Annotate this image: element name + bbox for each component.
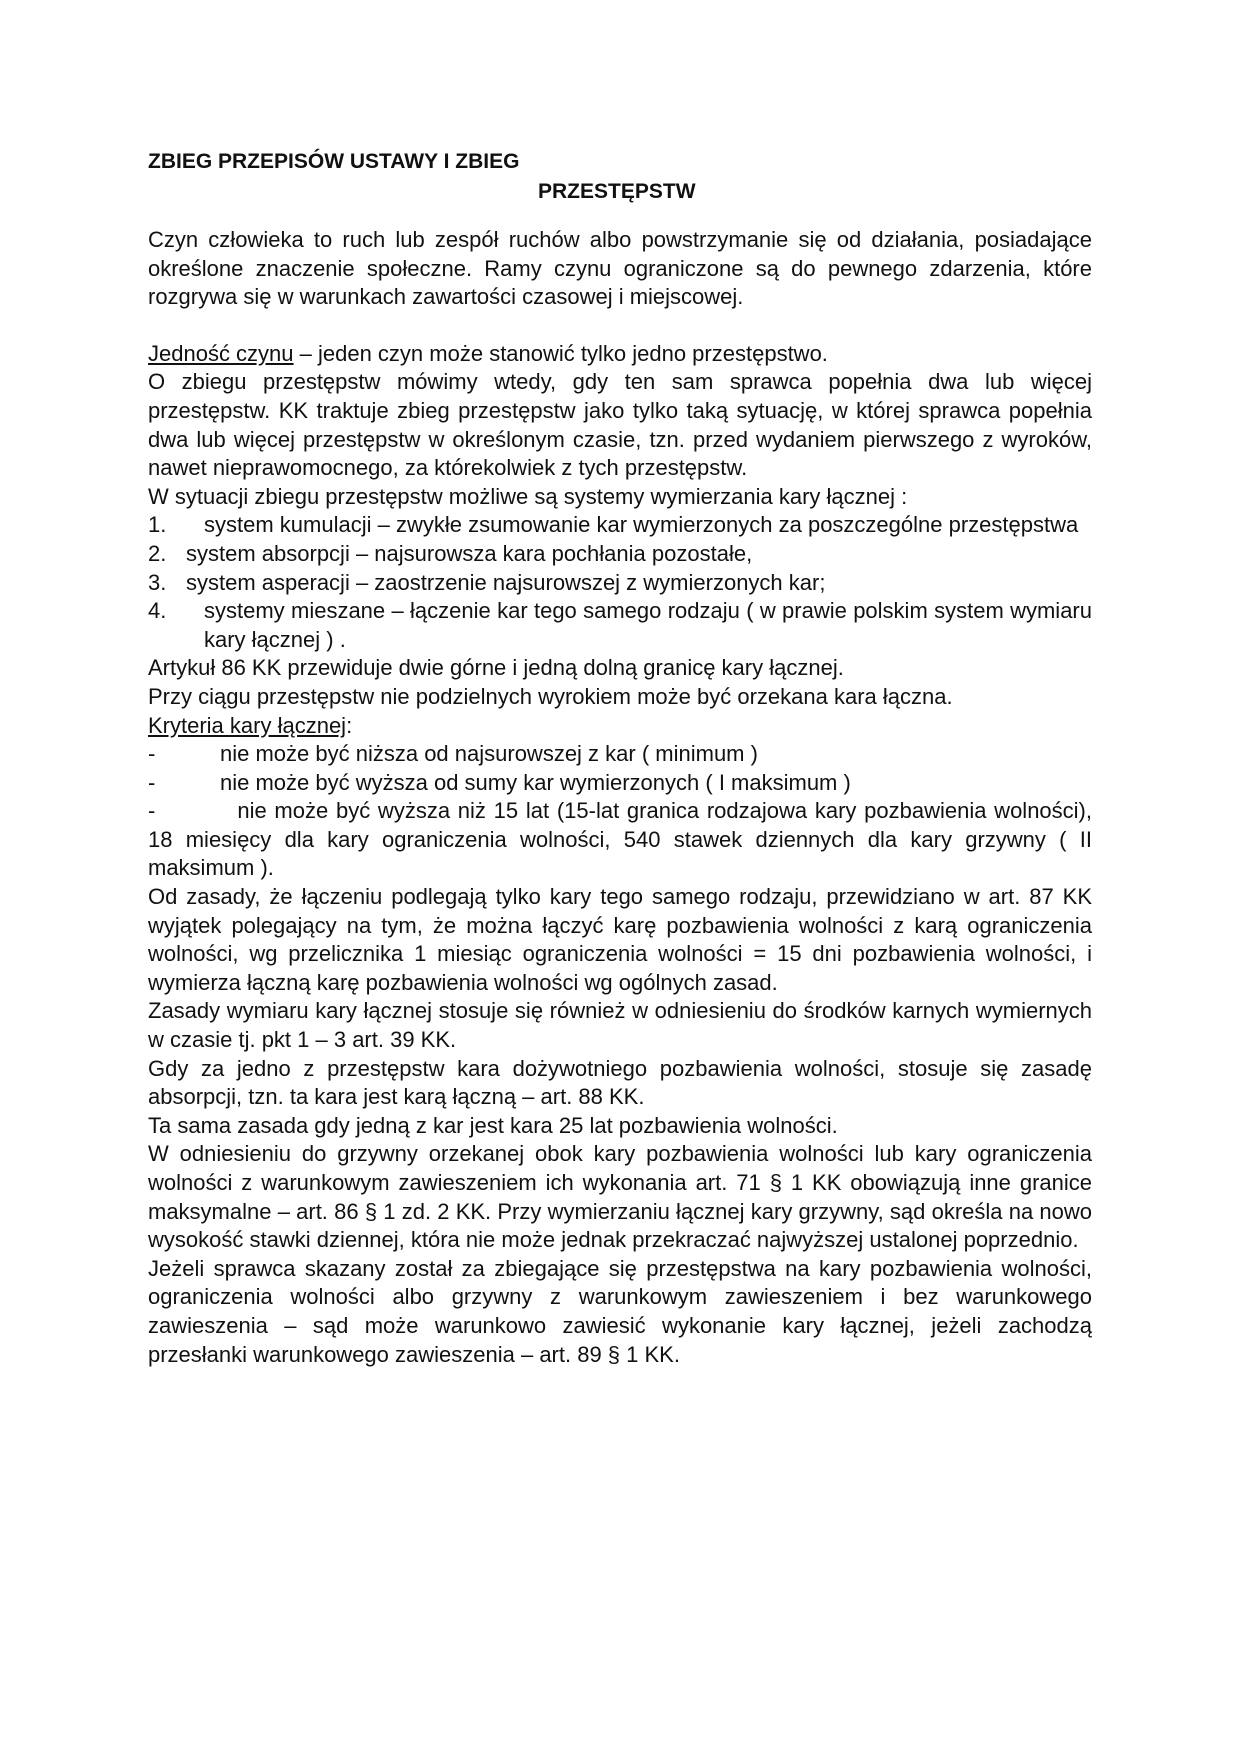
document-page [148,148,1092,1369]
25-lat-paragraph: Ta sama zasada gdy jedną z kar jest kara 25 lat pozbawienia wolności. [148,1112,838,1138]
list-item-text: systemy mieszane – łączenie kar tego samego rodzaju ( w prawie polskim system wymiaru kary łącznej ) . [204,598,1092,652]
list-item [148,511,1092,540]
criteria-dash: - [148,741,156,767]
art-87-paragraph: Od zasady, że łączeniu podlegają tylko kary tego samego rodzaju, przewidziano w art. 87 KK wyjątek polegający na tym, że można łączyć karę pozbawienia wolności z karą ograniczenia wolności, wg przelicznika 1 miesiąc ograniczenia wolności = 15 dni pozbawienia wolności, i wymierza łączną karę pozbawienia wolności wg ogólnych zasad. [148,884,1092,995]
kryteria-suffix: : [346,712,353,738]
criteria-dash: - [148,798,156,824]
criteria-text: nie może być niższa od najsurowszej z kar ( minimum ) [220,741,758,767]
list-item-number: 4. [148,598,167,624]
list-item [148,540,1092,569]
criteria-item-long [148,797,1092,883]
criteria-text: nie może być wyższa od sumy kar wymierzonych ( I maksimum ) [220,769,851,795]
systems-intro-paragraph: W sytuacji zbiegu przestępstw możliwe są systemy wymierzania kary łącznej : [148,483,908,509]
kryteria-term: Kryteria kary łącznej [148,712,347,738]
kryteria-heading [148,712,1092,741]
intro-paragraph: Czyn człowieka to ruch lub zespół ruchów albo powstrzymanie się od działania, posiadające określone znaczenie społeczne. Ramy czynu ograniczone są do pewnego zdarzenia, które rozgrywa się w warunkach zawartości czasowej i miejscowej. [148,227,1092,310]
list-item-number: 3. [148,569,167,595]
grzywna-paragraph: W odniesieniu do grzywny orzekanej obok kary pozbawienia wolności lub kary ograniczenia wolności z warunkowym zawieszeniem ich wykonania art. 71 § 1 KK obowiązują inne granice maksymalne – art. 86 § 1 zd. 2 KK. Przy wymierzaniu łącznej kary grzywny, sąd określa na nowo wysokość stawki dziennej, która nie może jednak przekraczać najwyższej ustalonej poprzednio. [148,1141,1092,1253]
art-89-paragraph: Jeżeli sprawca skazany został za zbiegające się przestępstwa na kary pozbawienia wolności, ograniczenia wolności albo grzywny z warunkowym zawieszeniem i bez warunkowego zawieszenia – sąd może warunkowo zawiesić wykonanie kary łącznej, jeżeli zachodzą przesłanki warunkowego zawieszenia – art. 89 § 1 KK. [148,1255,1092,1367]
art-88-paragraph: Gdy za jedno z przestępstw kara dożywotniego pozbawienia wolności, stosuje się zasadę absorpcji, tzn. ta kara jest karą łączną – art. 88 KK. [148,1055,1092,1110]
criteria-dash: - [148,769,156,795]
jednosc-czynu-term: Jedność czynu [148,340,294,366]
criteria-item [148,740,1092,769]
list-item-number: 2. [148,540,167,566]
ciag-przestepstw-paragraph: Przy ciągu przestępstw nie podzielnych wyrokiem może być orzekana kara łączna. [148,683,953,709]
document-title-line-2: PRZESTĘPSTW [538,180,696,203]
list-item-number: 1. [148,512,167,538]
list-item-text: system absorpcji – najsurowsza kara pochłania pozostałe, [186,540,753,566]
list-item-text: system kumulacji – zwykłe zsumowanie kar wymierzonych za poszczególne przestępstwa [204,512,1079,538]
list-item-text: system asperacji – zaostrzenie najsurowszej z wymierzonych kar; [186,569,826,595]
srodki-karne-paragraph: Zasady wymiaru kary łącznej stosuje się również w odniesieniu do środków karnych wymiernych w czasie tj. pkt 1 – 3 art. 39 KK. [148,998,1092,1053]
criteria-item [148,769,1092,798]
art-86-paragraph: Artykuł 86 KK przewiduje dwie górne i jedną dolną granicę kary łącznej. [148,655,844,681]
document-title-line-1: ZBIEG PRZEPISÓW USTAWY I ZBIEG [148,150,520,173]
jednosc-czynu-text: – jeden czyn może stanowić tylko jedno przestępstwo. [293,340,828,366]
zbieg-definition-paragraph: O zbiegu przestępstw mówimy wtedy, gdy ten sam sprawca popełnia dwa lub więcej przestępstw. KK traktuje zbieg przestępstw jako tylko taką sytuację, w której sprawca popełnia dwa lub więcej przestępstw w określonym czasie, tzn. przed wydaniem pierwszego z wyroków, nawet nieprawomocnego, za którekolwiek z tych przestępstw. [148,369,1092,481]
list-item [148,597,1092,654]
list-item [148,569,1092,598]
criteria-text: nie może być wyższa niż 15 lat (15-lat granica rodzajowa kary pozbawienia wolności), 18 miesięcy dla kary ograniczenia wolności, 540 stawek dziennych dla kary grzywny ( II maksimum ). [148,798,1092,881]
jednosc-czynu-paragraph [148,340,1092,369]
